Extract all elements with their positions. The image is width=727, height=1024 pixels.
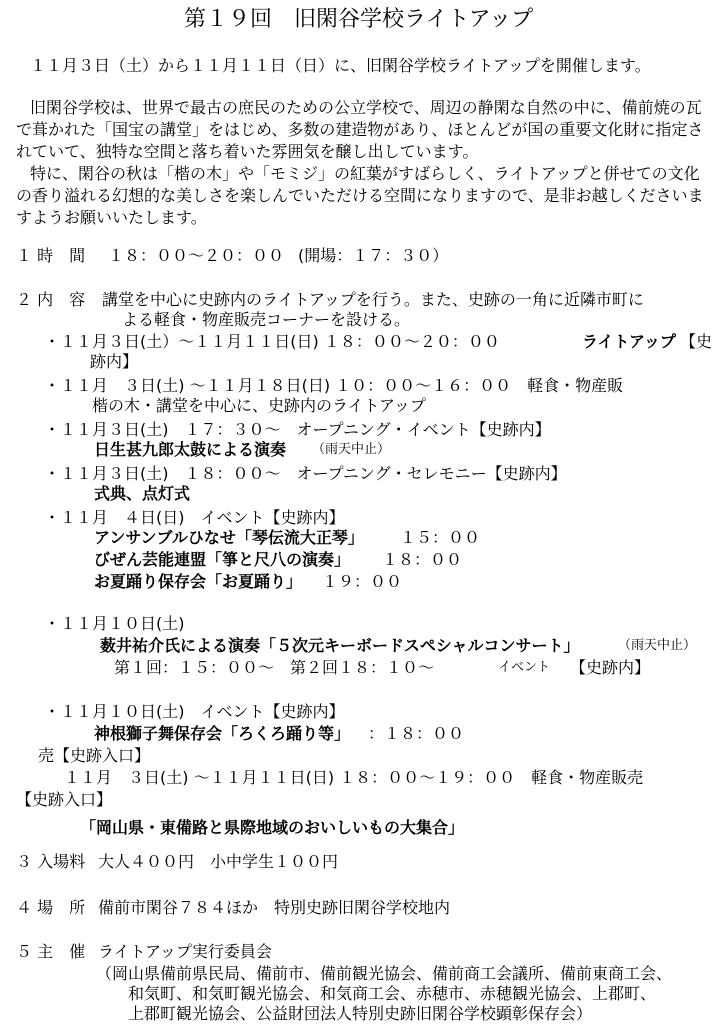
place-label: ４ 場 所 <box>16 898 86 917</box>
event-7: ・１１月１０日(土) イベント【史跡内】 <box>44 702 345 721</box>
event-5-item-2-name: びぜん芸能連盟「箏と尺八の演奏」 <box>94 550 351 569</box>
content-description-1: 講堂を中心に史跡内のライトアップを行う。また、史跡の一角に近隣市町に <box>102 290 644 309</box>
intro-paragraph-1: １１月３日（土）から１１月１１日（日）に、旧閑谷学校ライトアップを開催します。 <box>30 56 651 75</box>
event-6-note: （雨天中止） <box>618 638 697 653</box>
host-value: ライトアップ実行委員会 <box>98 942 272 961</box>
event-8-tail: 【史跡入口】 <box>16 790 113 809</box>
event-2: ・１１月 ３日(土) 〜１１月１８日(日) １０：００〜１６：００ 軽食・物産販 <box>44 376 624 395</box>
event-2-continued: 楷の木・講堂を中心に、史跡内のライトアップ <box>92 396 426 415</box>
event-5: ・１１月 ４日(日) イベント【史跡内】 <box>44 508 345 527</box>
event-7-title: 神根獅子舞保存会「ろくろ踊り等」 <box>94 724 351 743</box>
place-value: 備前市閑谷７８４ほか 特別史跡旧閑谷学校地内 <box>98 898 451 917</box>
event-5-item-2-time: １８：００ <box>382 550 463 569</box>
intro-paragraph-3-line-1: 特に、閑谷の秋は「楷の木」や「モミジ」の紅葉がすばらしく、ライトアップと併せての文化 <box>30 164 700 183</box>
content-label: ２ 内 容 <box>16 290 86 309</box>
intro-paragraph-3-line-2: の香り溢れる幻想的な美しさを楽しんでいただける空間になりますので、是非お越しくださいま <box>16 186 704 205</box>
intro-paragraph-2-line-3: れていて、独特な空間と落ち着いた雰囲気を醸し出しています。 <box>16 142 479 161</box>
event-5-item-1-name: アンサンブルひなせ「琴伝流大正琴」 <box>94 528 364 547</box>
host-label: ５ 主 催 <box>16 942 86 961</box>
event-3-title: 日生甚九郎太鼓による演奏 <box>94 440 287 459</box>
time-value: １８：００〜２０：００ <box>108 246 285 265</box>
content-description-2: よる軽食・物産販売コーナーを設ける。 <box>122 310 411 329</box>
event-6-event: イベント <box>498 660 551 675</box>
event-5-item-3-time: １９：００ <box>322 572 403 591</box>
event-3-note: （雨天中止） <box>312 442 391 457</box>
page-title: 第１９回 旧閑谷学校ライトアップ <box>184 7 534 32</box>
event-1-title: ライトアップ <box>582 332 676 351</box>
event-5-item-1-time: １５：００ <box>400 528 481 547</box>
event-1-date: ・１１月３日(土）〜１１月１１日(日) １８：００〜２０：００ <box>44 332 500 351</box>
event-5-item-3-name: お夏踊り保存会「お夏踊り」 <box>94 572 303 591</box>
intro-paragraph-2-line-2: で葺かれた「国宝の講堂」をはじめ、多数の建造物があり、ほとんどが国の重要文化財に指定さ <box>16 120 704 139</box>
event-4: ・１１月３日(土) １８：００〜 オープニング・セレモニー【史跡内】 <box>44 464 567 483</box>
intro-paragraph-3-line-3: すようお願いいたします。 <box>16 208 207 227</box>
event-1-tail: 【史 <box>680 332 713 351</box>
fee-label: ３ 入場料 <box>16 852 86 871</box>
event-4-title: 式典、点灯式 <box>94 484 191 503</box>
event-7-tail: 売【史跡入口】 <box>38 746 151 765</box>
intro-paragraph-2-line-1: 旧閑谷学校は、世界で最古の庶民のための公立学校で、周辺の静閑な自然の中に、備前焼の瓦 <box>30 98 702 117</box>
time-note: (開場：１７：３０） <box>298 246 449 265</box>
time-label: １ 時 間 <box>16 246 86 265</box>
event-6: ・１１月１０日(土) <box>44 614 185 633</box>
event-7-time: ：１８：００ <box>368 724 465 743</box>
event-1-continued: 跡内】 <box>90 352 139 371</box>
event-6-title: 薮井祐介氏による演奏「５次元キーボードスペシャルコンサート」 <box>100 636 580 655</box>
event-8: １１月 ３日(土) 〜１１月１１日(日) １８：００〜１９：００ 軽食・物産販売 <box>64 768 644 787</box>
host-members-line-2: 和気町、和気町観光協会、和気商工会、赤穂市、赤穂観光協会、上郡町、 <box>128 984 657 1003</box>
host-members-line-1: （岡山県備前県民局、備前市、備前観光協会、備前商工会議所、備前東商工会、 <box>96 964 673 983</box>
event-6-times: 第１回：１５：００〜 第２回１８：１０〜 <box>114 658 435 677</box>
event-6-place: 【史跡内】 <box>570 658 651 677</box>
event-8-title: 「岡山県・東備路と県際地域のおいしいもの大集合」 <box>80 818 465 837</box>
event-3: ・１１月３日(土) １７：３０〜 オープニング・イベント【史跡内】 <box>44 420 551 439</box>
host-members-line-3: 上郡町観光協会、公益財団法人特別史跡旧閑谷学校顕彰保存会） <box>128 1004 593 1023</box>
fee-value: 大人４００円 小中学生１００円 <box>98 852 339 871</box>
